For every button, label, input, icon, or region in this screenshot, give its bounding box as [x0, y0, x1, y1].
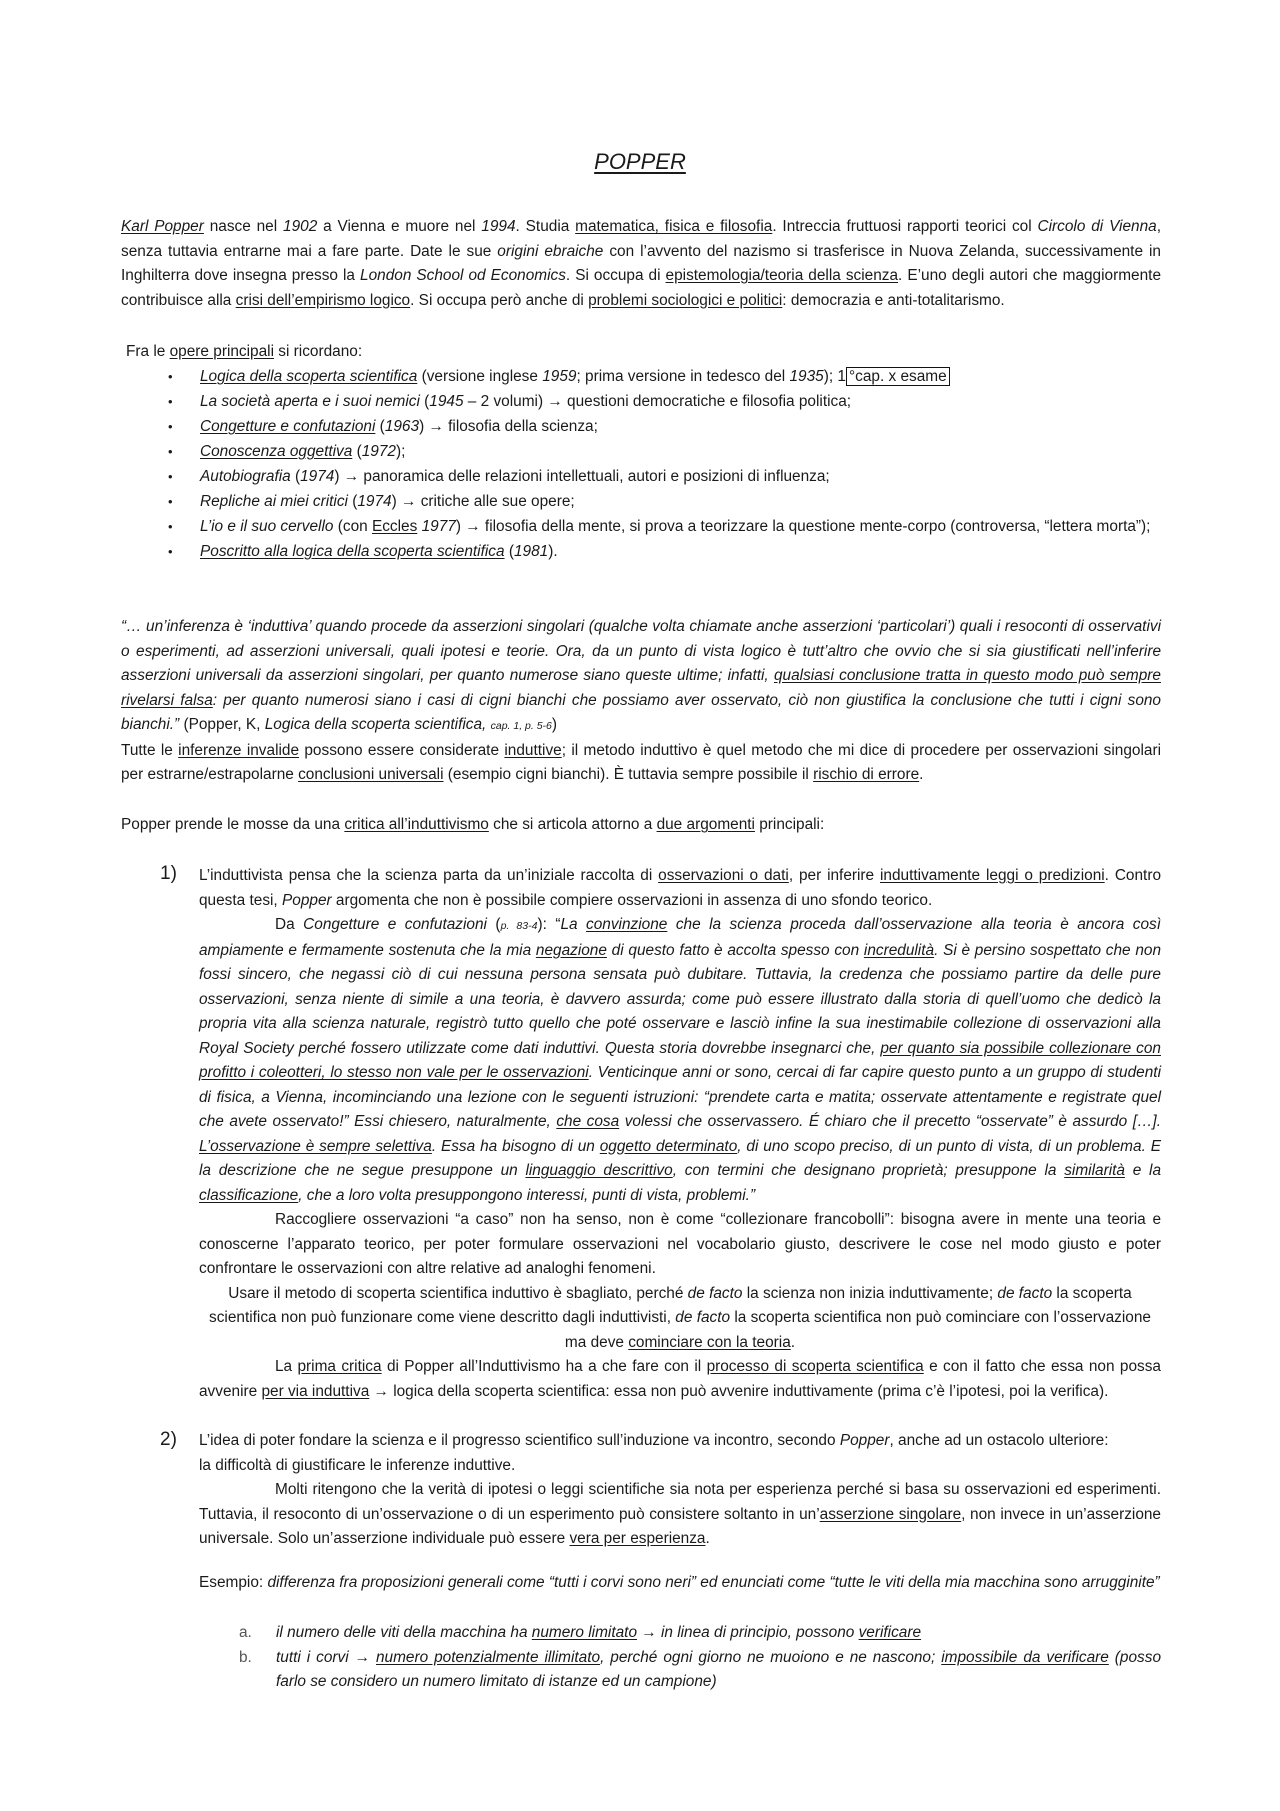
list-letter: b.: [239, 1648, 252, 1666]
text-span: (: [504, 543, 514, 560]
text-span: nasce nel: [203, 218, 284, 235]
text-span: L’induttivista pensa che la scienza parta da un’iniziale raccolta di: [199, 867, 659, 884]
text-span: ) → critiche alle sue opere;: [391, 493, 575, 510]
text-span: (versione inglese: [417, 368, 543, 385]
text-span: (posso farlo se considero un numero limitato di istanze ed un campione): [276, 1648, 1162, 1690]
work-title: La società aperta e i suoi nemici: [200, 393, 420, 410]
text-span: . E’uno degli autori che maggiormente contribuisce alla: [121, 267, 1162, 309]
quote-text: , di uno scopo preciso, di un punto di vista, di un problema. E la descrizione che ne segue presuppone un: [199, 1137, 1161, 1179]
quote-highlight: L’osservazione è sempre selettiva: [199, 1137, 432, 1155]
book-title: Congetture e confutazioni: [303, 916, 487, 933]
text-span: (con: [333, 518, 372, 535]
quote-highlight: oggetto determinato: [599, 1137, 738, 1155]
text-span: la scoperta scientifica non può funzionare come viene descritto dagli induttivisti,: [209, 1284, 1132, 1326]
highlight: induttive: [504, 741, 562, 759]
problems-highlight: problemi sociologici e politici: [588, 291, 783, 309]
list-item: [168, 365, 1161, 390]
work-title: L’io e il suo cervello: [200, 518, 334, 535]
birth-year: 1902: [283, 218, 318, 235]
bullet-icon: •: [168, 469, 173, 484]
highlight: numero limitato: [531, 1624, 638, 1641]
text-span: Popper prende le mosse da una: [121, 816, 345, 833]
citation-text: (Popper, K,: [179, 716, 265, 733]
work-title: Autobiografia: [200, 468, 291, 485]
text-span: (: [375, 418, 385, 435]
crisis-highlight: crisi dell’empirismo logico: [235, 291, 411, 309]
list-letter: a.: [239, 1624, 252, 1641]
author-name: Popper: [839, 1432, 890, 1449]
text-span: .: [919, 766, 924, 783]
text-span: (: [352, 443, 362, 460]
text-span: ).: [548, 543, 558, 560]
text-span: Usare il metodo di scoperta scientifica induttivo è sbagliato, perché: [228, 1284, 688, 1302]
work-year: 1963: [384, 418, 420, 435]
first-critique-paragraph: [199, 1355, 1161, 1404]
bullet-icon: •: [168, 519, 173, 534]
work-title: Conoscenza oggettiva: [200, 443, 353, 460]
text-span: il numero delle viti della macchina ha: [276, 1624, 532, 1641]
text-span: e con il fatto che essa non possa avvenire: [199, 1358, 1161, 1400]
highlight: due argomenti: [656, 816, 755, 833]
text-span: la scienza non inizia induttivamente;: [742, 1284, 998, 1302]
text-span: , perché ogni giorno ne muoiono e ne nascono;: [600, 1648, 942, 1666]
highlight: rischio di errore: [813, 766, 920, 783]
death-year: 1994: [481, 218, 516, 235]
highlight: osservazioni o dati: [658, 867, 789, 884]
text-span: L’idea di poter fondare la scienza e il progresso scientifico sull’induzione va incontro, secondo: [199, 1432, 840, 1449]
text-span: . Si occupa però anche di: [410, 291, 589, 309]
stamp-collecting-paragraph: Raccogliere osservazioni “a caso” non ha senso, non è come “collezionare francobolli”: bisogna avere in mente una teoria e conoscerne l’apparato teorico, per poter formulare osservazioni nel vocabolario giusto, descrivere le cose nel modo giusto e poter confrontare le osservazioni con altre relative ad analoghi fenomeni.: [199, 1211, 1161, 1277]
work-year: 1974: [300, 468, 335, 485]
quote-highlight: linguaggio descrittivo: [525, 1162, 673, 1179]
bullet-icon: •: [168, 419, 173, 434]
author-name: Popper: [282, 891, 332, 909]
work-year: 1945: [429, 393, 464, 410]
works-highlight: opere principali: [169, 343, 275, 360]
quote-text: che la scienza proceda dall’osservazione alla teoria è ancora così ampiamente e fermamente sostenuta che la mia: [199, 916, 1161, 959]
quote-text: volessi che osservassero. É chiaro che il precetto “osservate” è assurdo […].: [619, 1113, 1161, 1130]
induction-quote-block: [121, 615, 1161, 788]
text-span: a Vienna e muore nel: [317, 218, 482, 235]
bullet-icon: •: [168, 394, 173, 409]
list-item: [239, 1646, 1161, 1695]
list-item: [168, 465, 1161, 490]
list-item: [168, 540, 1161, 565]
point-number-1: 1): [160, 863, 177, 884]
quote-text: , che a loro volta presuppongono interessi, punti di vista, problemi.”: [298, 1186, 756, 1204]
school-name: London School od Economics: [360, 267, 566, 284]
citation-pages: p. 83-4: [500, 920, 538, 932]
origins-text: origini ebraiche: [497, 242, 604, 260]
work-title: Logica della scoperta scientifica: [200, 368, 418, 385]
highlight: prima critica: [297, 1358, 382, 1375]
quote-highlight: negazione: [535, 941, 607, 959]
works-heading: [126, 340, 362, 365]
quote-highlight: per quanto sia possibile collezionare con profitto i coleotteri, lo stesso non vale per le osservazioni: [199, 1039, 1161, 1081]
quote-text: . Si è persino sospettato che non fossi sincero, che negassi ciò di cui nessuna persona sensata può dubitare. Tuttavia, la credenza che possiamo partire da delle pure osservazioni, senza niente di simile a una teoria, è davvero assurda; come può essere illustrato dalla storia di quell’uomo che dedicò la propria vita alla scienza naturale, registrò tutto quello che poté osservare e lasciò infine la sua inestimabile collezione di osservazioni alla Royal Society perché fossero utilizzate come dati induttivi. Questa storia dovrebbe insegnarci che,: [199, 941, 1162, 1057]
text-span: (: [486, 916, 501, 933]
invalid-inferences-paragraph: [121, 739, 1161, 788]
list-item: [239, 1621, 1161, 1646]
text-span: (esempio cigni bianchi). È tuttavia sempre possibile il: [443, 766, 814, 783]
work-title: Repliche ai miei critici: [200, 493, 348, 510]
highlight: processo di scoperta scientifica: [706, 1358, 924, 1375]
list-item: [168, 390, 1161, 415]
text-span: ) → panoramica delle relazioni intellettuali, autori e posizioni di influenza;: [334, 468, 830, 485]
text-span: . Si occupa di: [565, 267, 666, 284]
text-span: ; prima versione in tedesco del: [576, 368, 790, 385]
works-list: [168, 365, 1161, 565]
studies-highlight: matematica, fisica e filosofia: [575, 218, 773, 235]
highlight: impossibile da verificare: [941, 1648, 1109, 1666]
text-span: , per inferire: [788, 867, 880, 884]
highlight: cominciare con la teoria: [628, 1333, 791, 1351]
text-span: Tutte le: [121, 741, 179, 759]
quote-text: . Venticinque anni or sono, cercai di far capire questo punto a un gruppo di studenti di fisica, a Vienna, incominciando una lezione con le seguenti istruzioni: “prendete carta e matita; osservate attentamente e registrate quel che avete osservato!” Essi chiesero, naturalmente,: [199, 1064, 1161, 1130]
work-year: 1972: [361, 443, 396, 460]
text-span: , senza tuttavia entrarne mai a fare parte. Date le sue: [121, 218, 1161, 260]
quote-text: e la: [1124, 1162, 1162, 1179]
text-span: (: [347, 493, 358, 510]
highlight: numero potenzialmente illimitato: [375, 1648, 601, 1666]
work-year: 1977: [421, 518, 456, 535]
highlight: conclusioni universali: [298, 766, 444, 783]
text-span: .: [705, 1530, 710, 1547]
work-title: Poscritto alla logica della scoperta scientifica: [200, 543, 505, 560]
citation-text: ): [551, 716, 558, 733]
quote-text: La: [560, 916, 587, 933]
text-span: tutti i corvi →: [276, 1648, 376, 1666]
circle-vienna: Circolo di Vienna: [1037, 218, 1157, 235]
citation-title: Logica della scoperta scientifica,: [264, 716, 491, 733]
coauthor-name: Eccles: [371, 518, 418, 535]
quote-highlight: convinzione: [586, 916, 668, 933]
quote-text: “… un’inferenza è ‘induttiva’ quando procede da asserzioni singolari (qualche volta chiamate anche asserzioni ‘particolari’) quali i resoconti di osservativi o esperimenti, ad asserzioni universali, quali ipotesi e teorie. Ora, da un punto di vista logico è tutt’altro che ovvio che si sia giustificati nell’inferire asserzioni universali da asserzioni singolari, per quanto numerose siano queste ultime; infatti,: [121, 618, 1161, 684]
list-item: [168, 515, 1161, 540]
text-span: : democrazia e anti-totalitarismo.: [782, 291, 1005, 309]
point-number-2: 2): [160, 1429, 177, 1450]
intro-paragraph: [121, 215, 1161, 313]
work-year: 1959: [542, 368, 577, 385]
text-span: . Intreccia fruttuosi rapporti teorici col: [772, 218, 1038, 235]
list-item: [168, 490, 1161, 515]
highlight: per via induttiva: [261, 1382, 370, 1400]
text-span: ) → filosofia della scienza;: [419, 418, 598, 435]
highlight: critica all’induttivismo: [344, 816, 489, 833]
text-span: principali:: [754, 816, 825, 833]
highlight: vera per esperienza: [569, 1530, 706, 1547]
highlight: asserzione singolare: [819, 1505, 962, 1523]
quote-highlight: classificazione: [199, 1186, 299, 1204]
bullet-icon: •: [168, 369, 173, 384]
text-span: che si articola attorno a: [488, 816, 657, 833]
text-span: ); 1: [823, 368, 846, 385]
text-span: . Studia: [515, 218, 576, 235]
point-2-block: [199, 1429, 1161, 1552]
text-span: → logica della scoperta scientifica: essa non può avvenire induttivamente (prima c’è l’ipotesi, poi la verifica).: [369, 1382, 1109, 1400]
text-span: argomenta che non è possibile compiere osservazioni in assenza di uno sfondo teorico.: [331, 891, 933, 909]
text-span: Esempio:: [199, 1574, 268, 1591]
highlight: verificare: [858, 1624, 922, 1641]
text-span: la scoperta scientifica non può cominciare con l’osservazione ma deve: [564, 1309, 1151, 1351]
truth-paragraph: [199, 1478, 1161, 1552]
bullet-icon: •: [168, 444, 173, 459]
text-span: .: [790, 1333, 796, 1351]
quote-highlight: similarità: [1064, 1162, 1125, 1179]
example-list: [239, 1621, 1161, 1695]
example-block: [199, 1571, 1161, 1596]
text-span: ): “: [537, 916, 561, 933]
text-span: Fra le: [126, 343, 170, 360]
quote-text: . Essa ha bisogno di un: [431, 1137, 600, 1155]
text-span: con l’avvento del nazismo si trasferisce in Nuova Zelanda, successivamente in Inghilterra dove insegna presso la: [121, 242, 1161, 284]
congetture-quote: [199, 913, 1161, 1208]
quote-text: di questo fatto è accolta spesso con: [606, 941, 864, 959]
bullet-icon: •: [168, 494, 173, 509]
text-span: (: [419, 393, 430, 410]
de-facto-paragraph: [199, 1282, 1161, 1356]
work-year: 1935: [789, 368, 824, 385]
text-span: possono essere considerate: [299, 741, 505, 759]
work-year: 1981: [513, 543, 549, 560]
example-text: differenza fra proposizioni generali come “tutti i corvi sono neri” ed enunciati come “tutte le viti della mia macchina sono arrugginite”: [267, 1574, 1160, 1591]
latin-term: de facto: [675, 1309, 731, 1326]
text-span: – 2 volumi) → questioni democratiche e filosofia politica;: [463, 393, 852, 410]
text-span: , anche ad un ostacolo ulteriore:: [889, 1432, 1109, 1449]
highlight: induttivamente leggi o predizioni: [880, 867, 1105, 884]
text-span: );: [395, 443, 406, 460]
list-item: [168, 440, 1161, 465]
quote-text: , con termini che designano proprietà; presuppone la: [672, 1162, 1065, 1179]
text-span: → in linea di principio, possono: [637, 1624, 859, 1641]
text-span: la difficoltà di giustificare le inferenze induttive.: [199, 1456, 516, 1474]
highlight: inferenze invalide: [178, 741, 300, 759]
text-span: ; il metodo induttivo è quel metodo che mi dice di procedere per osservazioni singolari per estrarne/estrapolarne: [121, 741, 1161, 783]
list-item: [168, 415, 1161, 440]
text-span: La: [275, 1358, 298, 1375]
work-title: Congetture e confutazioni: [200, 418, 376, 435]
text-span: , non invece in un’asserzione universale. Solo un’asserzione individuale può essere: [199, 1505, 1161, 1547]
work-year: 1974: [357, 493, 392, 510]
text-span: . Contro questa tesi,: [199, 867, 1162, 909]
text-span: di Popper all’Induttivismo ha a che fare con il: [381, 1358, 707, 1375]
quote-highlight: incredulità: [863, 941, 935, 959]
quote-highlight: che cosa: [556, 1113, 620, 1130]
quote-text: : per quanto numerosi siano i casi di cigni bianchi che possiamo aver osservato, ciò non giustifica la conclusione che tutti i cigni sono bianchi.”: [121, 691, 1161, 733]
critique-intro: [121, 813, 1161, 838]
text-span: Molti ritengono che la verità di ipotesi o leggi scientifiche sia nota per esperienza perché si basa su osservazioni ed esperimenti. Tuttavia, il resoconto di un’osservazione o di un esperimento può consistere soltanto in un’: [199, 1481, 1161, 1523]
bullet-icon: •: [168, 544, 173, 559]
citation-pages: cap. 1, p. 5-6: [490, 720, 552, 732]
quote-highlight: qualsiasi conclusione tratta in questo modo può sempre rivelarsi falsa: [121, 667, 1161, 709]
text-span: Da: [275, 916, 304, 933]
text-span: si ricordano:: [274, 343, 363, 360]
epistemology-highlight: epistemologia/teoria della scienza: [665, 267, 899, 284]
exam-note-box: °cap. x esame: [846, 367, 950, 386]
text-span: ) → filosofia della mente, si prova a teorizzare la questione mente-corpo (controversa, “lettera morta”);: [455, 518, 1151, 535]
latin-term: de facto: [997, 1284, 1053, 1302]
point-1-block: [199, 864, 1161, 1404]
page-title: POPPER: [594, 149, 686, 174]
latin-term: de facto: [687, 1284, 743, 1302]
text-span: (: [290, 468, 301, 485]
author-name: Karl Popper: [121, 218, 204, 235]
